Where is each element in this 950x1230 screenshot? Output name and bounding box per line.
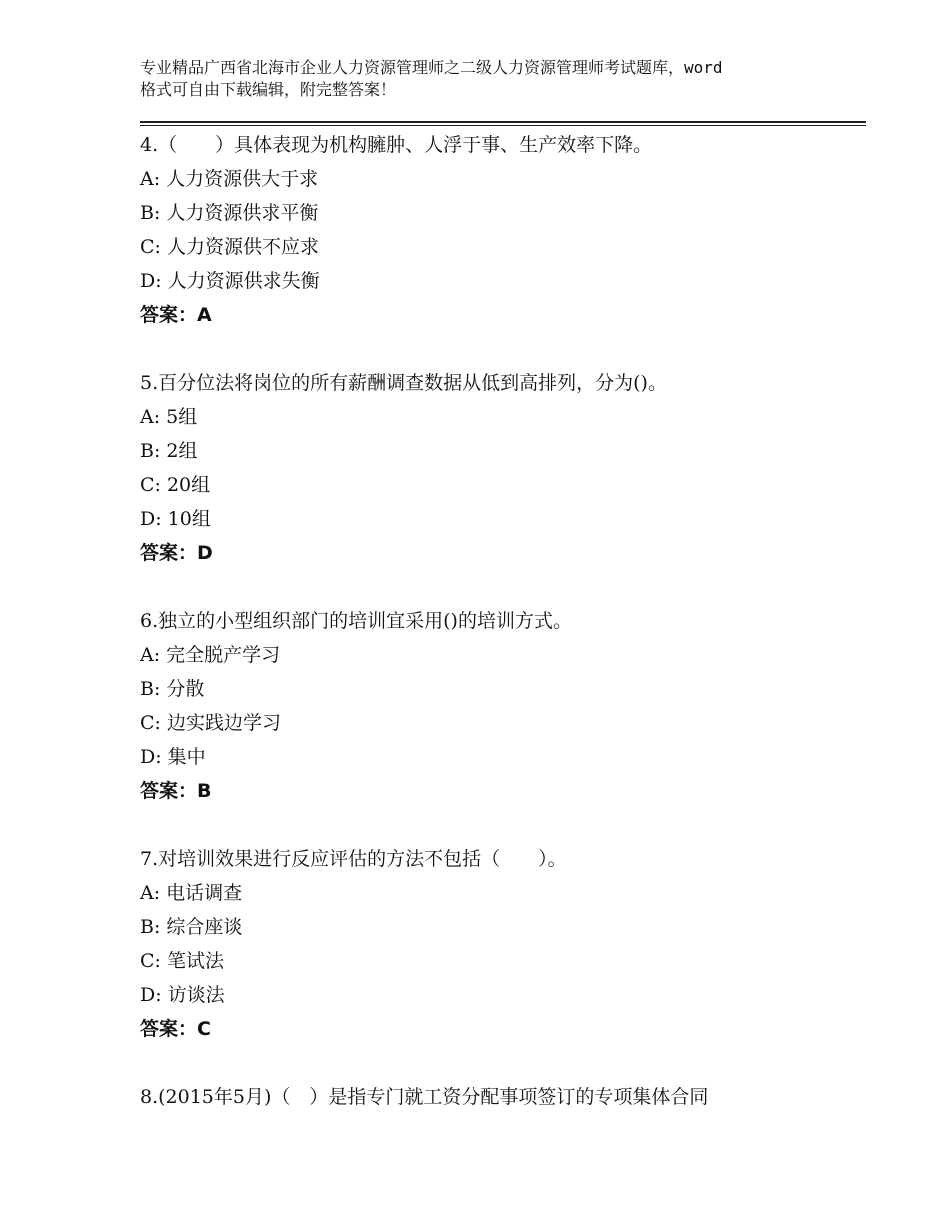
option-d (140, 978, 840, 1012)
option-c (140, 944, 840, 978)
option-letter: C: (140, 236, 161, 258)
answer-line (140, 298, 840, 332)
option-d (140, 502, 840, 536)
option-letter: C: (140, 712, 161, 734)
question-title: 4.（ ）具体表现为机构臃肿、人浮于事、生产效率下降。 (140, 134, 653, 156)
option-text: 分散 (166, 678, 205, 700)
question-title: 7.对培训效果进行反应评估的方法不包括（ ）。 (140, 848, 567, 870)
answer-label: 答案： (140, 304, 198, 326)
question-title: 8.(2015年5月)（ ）是指专门就工资分配事项签订的专项集体合同 (140, 1086, 709, 1108)
answer-line (140, 1012, 840, 1046)
option-text: 10组 (167, 508, 211, 530)
option-b (140, 910, 840, 944)
question-5 (140, 366, 840, 604)
option-d (140, 264, 840, 298)
answer-value: D (197, 542, 213, 564)
option-letter: A: (140, 882, 161, 904)
option-letter: D: (140, 746, 162, 768)
answer-label: 答案： (140, 780, 198, 802)
option-c (140, 468, 840, 502)
option-text: 5组 (166, 406, 198, 428)
header-divider-thick (140, 121, 866, 123)
option-text: 20组 (166, 474, 211, 496)
answer-value: B (197, 780, 212, 802)
option-letter: D: (140, 508, 162, 530)
question-list (140, 128, 840, 1114)
option-a (140, 400, 840, 434)
option-text: 人力资源供求失衡 (167, 270, 320, 292)
option-c (140, 230, 840, 264)
answer-value: A (197, 304, 212, 326)
option-text: 完全脱产学习 (166, 644, 281, 666)
answer-line (140, 774, 840, 808)
question-title: 5.百分位法将岗位的所有薪酬调查数据从低到高排列，分为()。 (140, 372, 667, 394)
option-letter: A: (140, 168, 161, 190)
option-a (140, 162, 840, 196)
header-line-2: 格式可自由下载编辑，附完整答案！ (140, 80, 397, 99)
option-text: 人力资源供大于求 (166, 168, 319, 190)
option-letter: C: (140, 474, 161, 496)
option-text: 2组 (166, 440, 198, 462)
option-a (140, 638, 840, 672)
option-letter: D: (140, 270, 162, 292)
option-text: 访谈法 (167, 984, 225, 1006)
question-6 (140, 604, 840, 842)
question-7 (140, 842, 840, 1080)
option-letter: B: (140, 202, 161, 224)
option-letter: A: (140, 406, 161, 428)
option-d (140, 740, 840, 774)
option-b (140, 672, 840, 706)
option-letter: B: (140, 916, 161, 938)
option-text: 笔试法 (166, 950, 224, 972)
option-letter: B: (140, 678, 161, 700)
answer-label: 答案： (140, 542, 198, 564)
option-text: 集中 (167, 746, 206, 768)
option-text: 电话调查 (166, 882, 243, 904)
header-line-1: 专业精品广西省北海市企业人力资源管理师之二级人力资源管理师考试题库，word (140, 58, 723, 77)
option-b (140, 434, 840, 468)
option-text: 综合座谈 (166, 916, 243, 938)
answer-label: 答案： (140, 1018, 198, 1040)
answer-value: C (197, 1018, 211, 1040)
option-letter: C: (140, 950, 161, 972)
question-4 (140, 128, 840, 366)
answer-line (140, 536, 840, 570)
option-c (140, 706, 840, 740)
question-8 (140, 1080, 840, 1114)
option-b (140, 196, 840, 230)
question-title: 6.独立的小型组织部门的培训宜采用()的培训方式。 (140, 610, 572, 632)
option-letter: A: (140, 644, 161, 666)
option-text: 人力资源供求平衡 (166, 202, 319, 224)
header-divider-thin (140, 125, 866, 126)
option-text: 边实践边学习 (166, 712, 281, 734)
option-letter: D: (140, 984, 162, 1006)
option-a (140, 876, 840, 910)
option-text: 人力资源供不应求 (166, 236, 319, 258)
document-header (140, 57, 830, 101)
option-letter: B: (140, 440, 161, 462)
